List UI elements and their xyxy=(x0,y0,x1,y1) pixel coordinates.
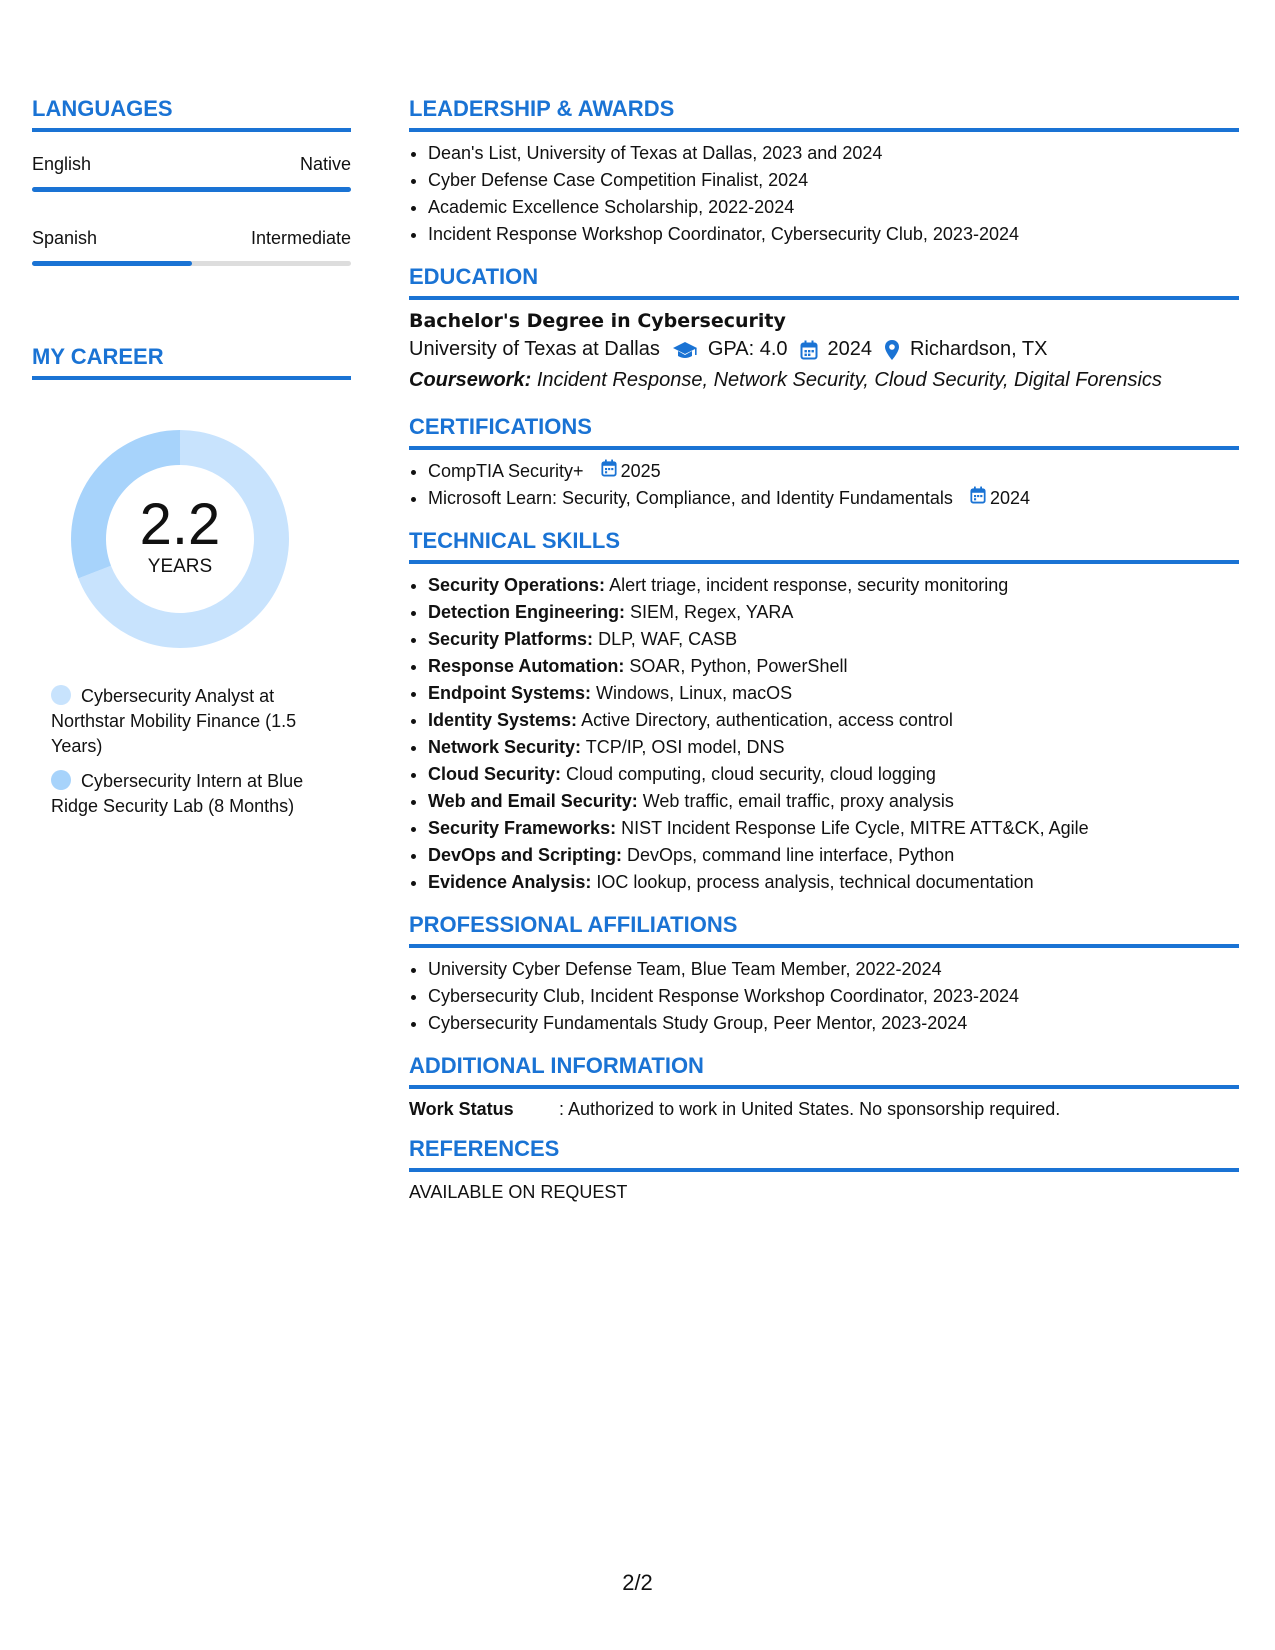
affiliations-title: PROFESSIONAL AFFILIATIONS xyxy=(409,912,1239,948)
legend-dot xyxy=(51,685,71,705)
graduation-cap-icon xyxy=(672,340,698,360)
career-section xyxy=(32,344,351,819)
skill-value: Windows, Linux, macOS xyxy=(596,683,793,703)
donut-center-label xyxy=(65,492,295,578)
list-item xyxy=(428,869,1239,896)
references-section xyxy=(409,1136,1239,1203)
list-item xyxy=(428,626,1239,653)
coursework-list: Incident Response, Network Security, Cloud Security, Digital Forensics xyxy=(536,369,1162,391)
legend-item xyxy=(51,769,351,819)
affiliations-section xyxy=(409,912,1239,1037)
cert-date: 2025 xyxy=(620,461,661,481)
list-item: • Cyber Defense Case Competition Finalist, 2024 xyxy=(428,167,1239,194)
additional-info-title: ADDITIONAL INFORMATION xyxy=(409,1053,1239,1089)
career-legend xyxy=(32,684,351,819)
language-proficiency-fill xyxy=(32,261,192,266)
list-item xyxy=(428,734,1239,761)
education-title: EDUCATION xyxy=(409,264,1239,300)
list-item xyxy=(428,761,1239,788)
career-title: MY CAREER xyxy=(32,344,351,380)
list-item: • Academic Excellence Scholarship, 2022-2024 xyxy=(428,194,1239,221)
skill-key: Security Platforms: xyxy=(428,629,594,649)
skill-key: Endpoint Systems: xyxy=(428,683,592,703)
skill-key: Evidence Analysis: xyxy=(428,872,592,892)
language-proficiency-fill xyxy=(32,187,351,192)
education-section xyxy=(409,264,1239,392)
additional-info-section xyxy=(409,1053,1239,1120)
work-status-row xyxy=(409,1099,1239,1120)
list-item xyxy=(428,788,1239,815)
list-item xyxy=(428,815,1239,842)
list-item: • Incident Response Workshop Coordinator, Cybersecurity Club, 2023-2024 xyxy=(428,221,1239,248)
gpa-text: GPA: 4.0 xyxy=(707,338,788,360)
skill-value: Active Directory, authentication, access control xyxy=(581,710,953,730)
cert-name: Microsoft Learn: Security, Compliance, and Identity Fundamentals xyxy=(428,488,953,508)
legend-dot xyxy=(51,770,71,790)
list-item xyxy=(428,680,1239,707)
skill-key: Security Operations: xyxy=(428,575,606,595)
skill-value: Web traffic, email traffic, proxy analysis xyxy=(642,791,954,811)
legend-label: Cybersecurity Intern at Blue Ridge Security Lab (8 Months) xyxy=(51,771,304,816)
cert-date: 2024 xyxy=(989,488,1030,508)
list-item xyxy=(428,707,1239,734)
skill-key: Security Frameworks: xyxy=(428,818,617,838)
page-number: 2/2 xyxy=(622,1570,653,1595)
references-text: AVAILABLE ON REQUEST xyxy=(409,1182,628,1202)
skill-key: Identity Systems: xyxy=(428,710,578,730)
legend-item xyxy=(51,684,351,759)
list-item xyxy=(428,842,1239,869)
language-name: English xyxy=(32,154,92,174)
skills-section xyxy=(409,528,1239,896)
work-status-key: Work Status xyxy=(409,1099,514,1119)
skill-value: DLP, WAF, CASB xyxy=(598,629,738,649)
list-item xyxy=(428,458,1239,485)
school-location: Richardson, TX xyxy=(910,338,1048,360)
calendar-icon xyxy=(800,340,818,360)
languages-list xyxy=(32,154,351,266)
leadership-title: LEADERSHIP & AWARDS xyxy=(409,96,1239,132)
location-pin-icon xyxy=(884,339,900,361)
right-column xyxy=(409,96,1239,1219)
list-item xyxy=(428,599,1239,626)
skill-key: Cloud Security: xyxy=(428,764,562,784)
legend-label: Cybersecurity Analyst at Northstar Mobility Finance (1.5 Years) xyxy=(51,686,297,756)
skill-value: TCP/IP, OSI model, DNS xyxy=(585,737,785,757)
skill-key: Response Automation: xyxy=(428,656,625,676)
languages-section xyxy=(32,96,351,266)
school-name: University of Texas at Dallas xyxy=(409,338,660,360)
coursework xyxy=(409,369,1239,392)
list-item: • Cybersecurity Club, Incident Response Workshop Coordinator, 2023-2024 xyxy=(428,983,1239,1010)
leadership-section xyxy=(409,96,1239,248)
skill-key: DevOps and Scripting: xyxy=(428,845,623,865)
language-item xyxy=(32,228,351,266)
calendar-icon xyxy=(970,485,990,512)
skill-value: SOAR, Python, PowerShell xyxy=(629,656,848,676)
list-item: • Cybersecurity Fundamentals Study Group, Peer Mentor, 2023-2024 xyxy=(428,1010,1239,1037)
list-item: • Dean's List, University of Texas at Dallas, 2023 and 2024 xyxy=(428,140,1239,167)
education-details xyxy=(409,338,1239,361)
calendar-icon xyxy=(601,458,621,485)
certifications-list xyxy=(409,458,1239,512)
affiliations-list xyxy=(409,956,1239,1037)
skill-value: DevOps, command line interface, Python xyxy=(627,845,955,865)
list-item xyxy=(428,485,1239,512)
cert-date-group xyxy=(970,485,1030,512)
career-donut-chart xyxy=(65,424,295,654)
language-level: Intermediate xyxy=(250,228,351,248)
graduation-year: 2024 xyxy=(827,338,873,360)
language-proficiency-bar xyxy=(32,261,351,266)
degree-title: Bachelor's Degree in Cybersecurity xyxy=(409,310,786,332)
skill-value: NIST Incident Response Life Cycle, MITRE ATT&CK, Agile xyxy=(621,818,1089,838)
leadership-list xyxy=(409,140,1239,248)
cert-date-group xyxy=(601,458,661,485)
skills-title: TECHNICAL SKILLS xyxy=(409,528,1239,564)
languages-title: LANGUAGES xyxy=(32,96,351,132)
list-item xyxy=(428,572,1239,599)
language-proficiency-bar xyxy=(32,187,351,192)
certifications-section xyxy=(409,414,1239,512)
list-item xyxy=(428,653,1239,680)
language-name: Spanish xyxy=(32,228,98,248)
skill-value: IOC lookup, process analysis, technical documentation xyxy=(596,872,1034,892)
skill-key: Detection Engineering: xyxy=(428,602,626,622)
skill-key: Web and Email Security: xyxy=(428,791,638,811)
skill-key: Network Security: xyxy=(428,737,582,757)
language-level: Native xyxy=(299,154,351,174)
cert-name: CompTIA Security+ xyxy=(428,461,584,481)
work-status-value: : Authorized to work in United States. No sponsorship required. xyxy=(559,1099,1061,1119)
certifications-title: CERTIFICATIONS xyxy=(409,414,1239,450)
coursework-label: Coursework: xyxy=(409,369,532,391)
career-total-unit: YEARS xyxy=(147,556,213,577)
references-title: REFERENCES xyxy=(409,1136,1239,1172)
career-total-value: 2.2 xyxy=(139,492,221,557)
language-item xyxy=(32,154,351,192)
skills-list xyxy=(409,572,1239,896)
skill-value: Alert triage, incident response, security monitoring xyxy=(609,575,1009,595)
skill-value: SIEM, Regex, YARA xyxy=(630,602,794,622)
left-column xyxy=(32,96,351,829)
skill-value: Cloud computing, cloud security, cloud logging xyxy=(566,764,936,784)
list-item: • University Cyber Defense Team, Blue Team Member, 2022-2024 xyxy=(428,956,1239,983)
